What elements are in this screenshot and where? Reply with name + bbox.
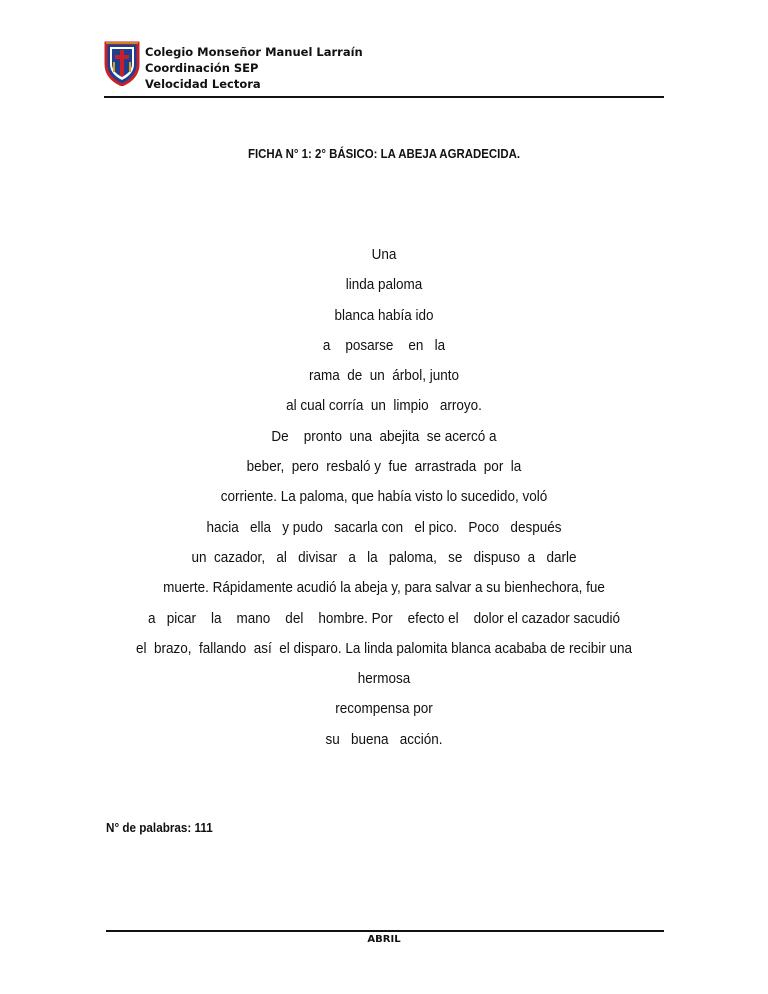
story-line: Una [371,246,397,263]
story-line: recompensa por [335,700,433,718]
story-text [104,240,664,755]
story-line: beber, pero resbaló y fue arrastrada por la [246,458,522,476]
story-line: a posarse en la [322,336,446,354]
story-line: De pronto una abejita se acercó a [271,427,497,445]
school-crest-icon [104,40,140,86]
story-line: muerte. Rápidamente acudió la abeja y, para salvar a su bienhechora, fue [163,579,605,597]
story-line: su buena acción. [325,730,443,748]
story-line: hacia ella y pudo sacarla con el pico. Poco después [206,518,562,536]
story-line: linda paloma [345,276,423,294]
story-line: rama de un árbol, junto [308,367,460,385]
story-line: un cazador, al divisar a la paloma, se dispuso a darle [191,548,577,566]
page-header [104,40,664,98]
worksheet-title: FICHA N° 1: 2° BÁSICO: LA ABEJA AGRADECIDA. [247,146,521,161]
department-name: Coordinación SEP [145,61,259,75]
program-name: Velocidad Lectora [145,77,261,91]
story-line: al cual corría un limpio arroyo. [286,397,482,415]
story-line: corriente. La paloma, que había visto lo sucedido, voló [220,488,548,506]
story-line: blanca había ido [334,306,434,324]
footer-divider [106,930,664,932]
footer-month: ABRIL [367,934,401,945]
story-line: hermosa [357,670,411,688]
school-name: Colegio Monseñor Manuel Larraín [145,45,363,59]
story-line: a picar la mano del hombre. Por efecto el dolor el cazador sacudió [148,609,620,627]
story-line: el brazo, fallando así el disparo. La linda palomita blanca acababa de recibir una [135,639,633,657]
word-count: N° de palabras: 111 [106,820,213,835]
